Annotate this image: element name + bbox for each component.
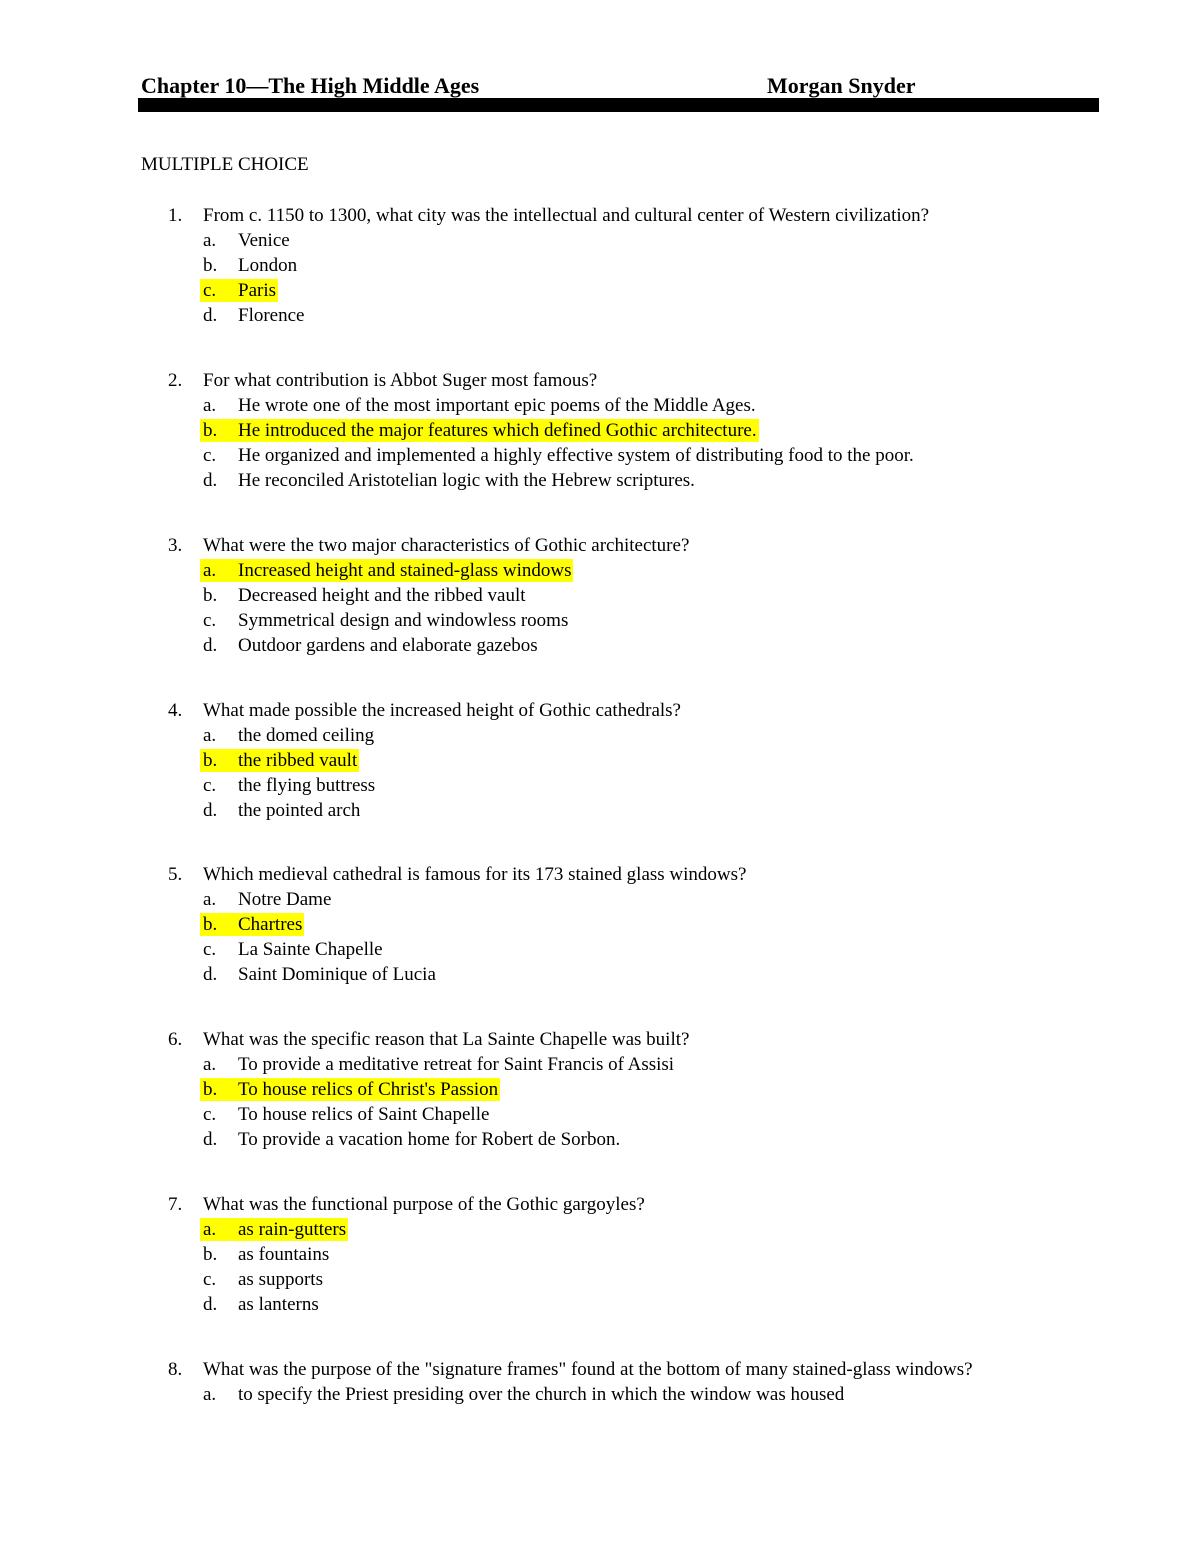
option-text: as lanterns: [238, 1294, 319, 1315]
option-text: Outdoor gardens and elaborate gazebos: [238, 635, 538, 656]
answer-option: [0, 1052, 1200, 1077]
option-letter: b.: [203, 1244, 218, 1265]
option-text: To provide a vacation home for Robert de Sorbon.: [238, 1129, 621, 1150]
question-stem: [0, 862, 1200, 887]
answer-highlight: [200, 1078, 500, 1101]
option-letter: a.: [203, 725, 217, 746]
option-text: Increased height and stained-glass windows: [238, 560, 572, 581]
option-letter: d.: [203, 635, 218, 656]
option-letter: a.: [203, 1384, 217, 1405]
answer-option-correct: [0, 748, 1200, 773]
answer-highlight: [200, 559, 573, 582]
option-text: He reconciled Aristotelian logic with the Hebrew scriptures.: [238, 470, 695, 491]
option-letter: d.: [203, 305, 218, 326]
question-text: What made possible the increased height of Gothic cathedrals?: [203, 700, 681, 721]
option-letter: b.: [203, 255, 218, 276]
answer-option-correct: [0, 1217, 1200, 1242]
question-text: What was the functional purpose of the Gothic gargoyles?: [203, 1194, 645, 1215]
answer-option: [0, 228, 1200, 253]
answer-option: [0, 633, 1200, 658]
answer-option: [0, 468, 1200, 493]
option-text: La Sainte Chapelle: [238, 939, 383, 960]
question-stem: [0, 1192, 1200, 1217]
question-text: Which medieval cathedral is famous for its 173 stained glass windows?: [203, 864, 747, 885]
option-letter: c.: [203, 1269, 217, 1290]
question-item: [0, 1027, 1200, 1152]
answer-option: [0, 1242, 1200, 1267]
option-letter: c.: [203, 1104, 217, 1125]
question-text: What was the specific reason that La Sainte Chapelle was built?: [203, 1029, 690, 1050]
option-text: Venice: [238, 230, 290, 251]
option-text: the ribbed vault: [238, 750, 358, 771]
author-name: Morgan Snyder: [767, 73, 916, 98]
question-item: [0, 1357, 1200, 1407]
option-text: London: [238, 255, 298, 276]
option-text: He introduced the major features which defined Gothic architecture.: [238, 420, 757, 441]
option-text: as rain-gutters: [238, 1219, 347, 1240]
answer-option: [0, 937, 1200, 962]
option-text: as fountains: [238, 1244, 330, 1265]
option-letter: a.: [203, 230, 217, 251]
question-item: [0, 203, 1200, 328]
answer-option: [0, 798, 1200, 823]
answer-option: [0, 1102, 1200, 1127]
question-number: 5.: [168, 864, 183, 885]
option-text: Notre Dame: [238, 889, 332, 910]
header-rule: [138, 98, 1099, 112]
question-stem: [0, 203, 1200, 228]
answer-option: [0, 1267, 1200, 1292]
question-number: 8.: [168, 1359, 183, 1380]
question-stem: [0, 533, 1200, 558]
option-text: He wrote one of the most important epic poems of the Middle Ages.: [238, 395, 756, 416]
answer-highlight: [200, 749, 359, 772]
answer-highlight: [200, 1218, 348, 1241]
option-letter: d.: [203, 964, 218, 985]
chapter-title: Chapter 10—The High Middle Ages: [141, 73, 480, 98]
question-number: 6.: [168, 1029, 183, 1050]
answer-option: [0, 723, 1200, 748]
option-text: To house relics of Christ's Passion: [238, 1079, 499, 1100]
answer-option: [0, 393, 1200, 418]
question-text: For what contribution is Abbot Suger most famous?: [203, 370, 598, 391]
question-number: 1.: [168, 205, 183, 226]
option-text: Decreased height and the ribbed vault: [238, 585, 526, 606]
question-stem: [0, 1357, 1200, 1382]
option-letter: c.: [203, 280, 217, 301]
question-item: [0, 1192, 1200, 1317]
option-letter: b.: [203, 585, 218, 606]
question-item: [0, 533, 1200, 658]
question-item: [0, 862, 1200, 987]
option-letter: c.: [203, 445, 217, 466]
option-letter: d.: [203, 1294, 218, 1315]
question-text: What were the two major characteristics of Gothic architecture?: [203, 535, 690, 556]
question-stem: [0, 1027, 1200, 1052]
option-letter: c.: [203, 939, 217, 960]
option-letter: d.: [203, 1129, 218, 1150]
option-text: Symmetrical design and windowless rooms: [238, 610, 569, 631]
question-item: [0, 368, 1200, 493]
option-letter: a.: [203, 1219, 217, 1240]
section-title: MULTIPLE CHOICE: [141, 154, 309, 175]
answer-option-correct: [0, 418, 1200, 443]
question-number: 7.: [168, 1194, 183, 1215]
answer-option: [0, 887, 1200, 912]
option-letter: a.: [203, 1054, 217, 1075]
question-item: [0, 698, 1200, 823]
option-text: the flying buttress: [238, 775, 376, 796]
answer-highlight: [200, 419, 759, 442]
option-letter: a.: [203, 889, 217, 910]
option-letter: b.: [203, 914, 218, 935]
answer-option: [0, 303, 1200, 328]
answer-option: [0, 608, 1200, 633]
answer-option-correct: [0, 912, 1200, 937]
option-letter: d.: [203, 470, 218, 491]
answer-option: [0, 962, 1200, 987]
question-stem: [0, 698, 1200, 723]
option-letter: c.: [203, 775, 217, 796]
option-text: He organized and implemented a highly effective system of distributing food to the poor.: [238, 445, 914, 466]
question-number: 3.: [168, 535, 183, 556]
question-stem: [0, 368, 1200, 393]
option-letter: d.: [203, 800, 218, 821]
option-letter: a.: [203, 395, 217, 416]
answer-option: [0, 1292, 1200, 1317]
answer-option-correct: [0, 1077, 1200, 1102]
option-text: To provide a meditative retreat for Saint Francis of Assisi: [238, 1054, 675, 1075]
option-letter: b.: [203, 750, 218, 771]
option-text: as supports: [238, 1269, 323, 1290]
option-text: Florence: [238, 305, 305, 326]
option-text: the pointed arch: [238, 800, 361, 821]
answer-option-correct: [0, 278, 1200, 303]
answer-option: [0, 583, 1200, 608]
answer-option-correct: [0, 558, 1200, 583]
option-text: Saint Dominique of Lucia: [238, 964, 436, 985]
answer-option: [0, 1382, 1200, 1407]
answer-highlight: [200, 913, 304, 936]
option-text: to specify the Priest presiding over the church in which the window was housed: [238, 1384, 845, 1405]
option-letter: b.: [203, 420, 218, 441]
question-number: 2.: [168, 370, 183, 391]
question-text: What was the purpose of the "signature frames" found at the bottom of many stained-glass windows?: [203, 1359, 973, 1380]
option-text: To house relics of Saint Chapelle: [238, 1104, 490, 1125]
answer-option: [0, 253, 1200, 278]
answer-option: [0, 443, 1200, 468]
option-text: Paris: [238, 280, 276, 301]
question-text: From c. 1150 to 1300, what city was the intellectual and cultural center of Western civilization?: [203, 205, 930, 226]
option-text: the domed ceiling: [238, 725, 375, 746]
option-letter: c.: [203, 610, 217, 631]
option-letter: a.: [203, 560, 217, 581]
answer-option: [0, 1127, 1200, 1152]
question-number: 4.: [168, 700, 183, 721]
answer-option: [0, 773, 1200, 798]
option-text: Chartres: [238, 914, 303, 935]
option-letter: b.: [203, 1079, 218, 1100]
answer-highlight: [200, 279, 278, 302]
